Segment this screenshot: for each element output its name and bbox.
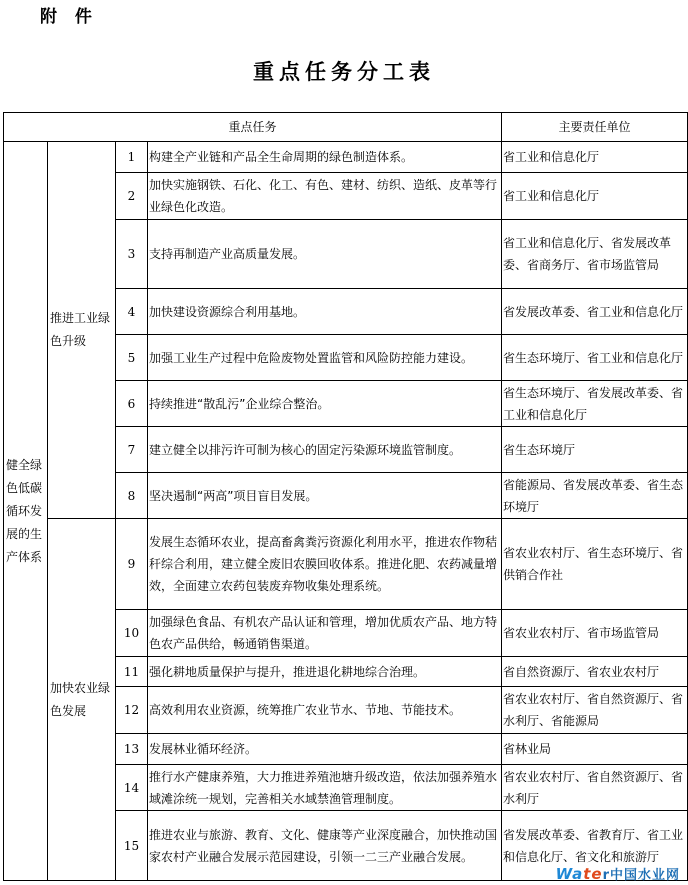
attachment-label: 附 件 bbox=[40, 7, 98, 27]
table-row bbox=[4, 142, 688, 173]
task-cell: 发展生态循环农业，提高畜禽粪污资源化利用水平，推进农作物秸秆综合利用，建立健全废旧农膜回收体系。推进化肥、农药减量增效，全面建立农药包装废弃物收集处理系统。 bbox=[148, 519, 502, 610]
task-cell: 推行水产健康养殖，大力推进养殖池塘升级改造，依法加强养殖水域滩涂统一规划，完善相关水域禁渔管理制度。 bbox=[148, 765, 502, 811]
unit-cell: 省生态环境厅 bbox=[502, 427, 688, 473]
row-number: 13 bbox=[116, 734, 148, 765]
task-cell: 建立健全以排污许可制为核心的固定污染源环境监管制度。 bbox=[148, 427, 502, 473]
unit-cell: 省林业局 bbox=[502, 734, 688, 765]
unit-cell: 省能源局、省发展改革委、省生态环境厅 bbox=[502, 473, 688, 519]
task-cell: 加强工业生产过程中危险废物处置监管和风险防控能力建设。 bbox=[148, 335, 502, 381]
unit-cell: 省生态环境厅、省发展改革委、省工业和信息化厅 bbox=[502, 381, 688, 427]
group-cell: 推进工业绿色升级 bbox=[48, 142, 116, 519]
row-number: 14 bbox=[116, 765, 148, 811]
task-cell: 支持再制造产业高质量发展。 bbox=[148, 220, 502, 289]
unit-cell: 省自然资源厅、省农业农村厅 bbox=[502, 657, 688, 687]
unit-cell: 省发展改革委、省教育厅、省工业和信息化厅、省文化和旅游厅 bbox=[502, 811, 688, 881]
row-number: 1 bbox=[116, 142, 148, 173]
row-number: 4 bbox=[116, 289, 148, 335]
task-cell: 推进农业与旅游、教育、文化、健康等产业深度融合，加快推动国家农村产业融合发展示范园建设，引领一二三产业融合发展。 bbox=[148, 811, 502, 881]
header-unit: 主要责任单位 bbox=[502, 113, 688, 142]
task-cell: 强化耕地质量保护与提升，推进退化耕地综合治理。 bbox=[148, 657, 502, 687]
unit-cell: 省工业和信息化厅、省发展改革委、省商务厅、省市场监管局 bbox=[502, 220, 688, 289]
row-number: 3 bbox=[116, 220, 148, 289]
task-cell: 发展林业循环经济。 bbox=[148, 734, 502, 765]
row-number: 8 bbox=[116, 473, 148, 519]
row-number: 12 bbox=[116, 687, 148, 734]
task-table bbox=[3, 112, 688, 881]
row-number: 6 bbox=[116, 381, 148, 427]
unit-cell: 省工业和信息化厅 bbox=[502, 173, 688, 220]
task-cell: 构建全产业链和产品全生命周期的绿色制造体系。 bbox=[148, 142, 502, 173]
row-number: 11 bbox=[116, 657, 148, 687]
row-number: 15 bbox=[116, 811, 148, 881]
unit-cell: 省工业和信息化厅 bbox=[502, 142, 688, 173]
page-title: 重点任务分工表 bbox=[253, 59, 435, 84]
watermark-logo bbox=[556, 864, 680, 883]
unit-cell: 省农业农村厅、省生态环境厅、省供销合作社 bbox=[502, 519, 688, 610]
task-cell: 加快建设资源综合利用基地。 bbox=[148, 289, 502, 335]
row-number: 5 bbox=[116, 335, 148, 381]
unit-cell: 省发展改革委、省工业和信息化厅 bbox=[502, 289, 688, 335]
row-number: 10 bbox=[116, 610, 148, 657]
task-cell: 加强绿色食品、有机农产品认证和管理，增加优质农产品、地方特色农产品供给，畅通销售渠道。 bbox=[148, 610, 502, 657]
task-cell: 高效利用农业资源，统筹推广农业节水、节地、节能技术。 bbox=[148, 687, 502, 734]
row-number: 7 bbox=[116, 427, 148, 473]
unit-cell: 省农业农村厅、省自然资源厅、省水利厅、省能源局 bbox=[502, 687, 688, 734]
category-cell: 健全绿色低碳循环发展的生产体系 bbox=[4, 142, 48, 881]
group-cell: 加快农业绿色发展 bbox=[48, 519, 116, 881]
watermark-part1: Wa bbox=[555, 865, 584, 883]
task-cell: 持续推进“散乱污”企业综合整治。 bbox=[148, 381, 502, 427]
row-number: 9 bbox=[116, 519, 148, 610]
task-cell: 坚决遏制“两高”项目盲目发展。 bbox=[148, 473, 502, 519]
table-row bbox=[4, 519, 688, 610]
unit-cell: 省农业农村厅、省自然资源厅、省水利厅 bbox=[502, 765, 688, 811]
unit-cell: 省生态环境厅、省工业和信息化厅 bbox=[502, 335, 688, 381]
header-task: 重点任务 bbox=[4, 113, 502, 142]
table-header-row bbox=[4, 113, 688, 142]
watermark-part3: r中国水业网 bbox=[602, 868, 680, 883]
unit-cell: 省农业农村厅、省市场监管局 bbox=[502, 610, 688, 657]
task-cell: 加快实施钢铁、石化、化工、有色、建材、纺织、造纸、皮革等行业绿色化改造。 bbox=[148, 173, 502, 220]
watermark-part2: te bbox=[583, 865, 603, 883]
row-number: 2 bbox=[116, 173, 148, 220]
